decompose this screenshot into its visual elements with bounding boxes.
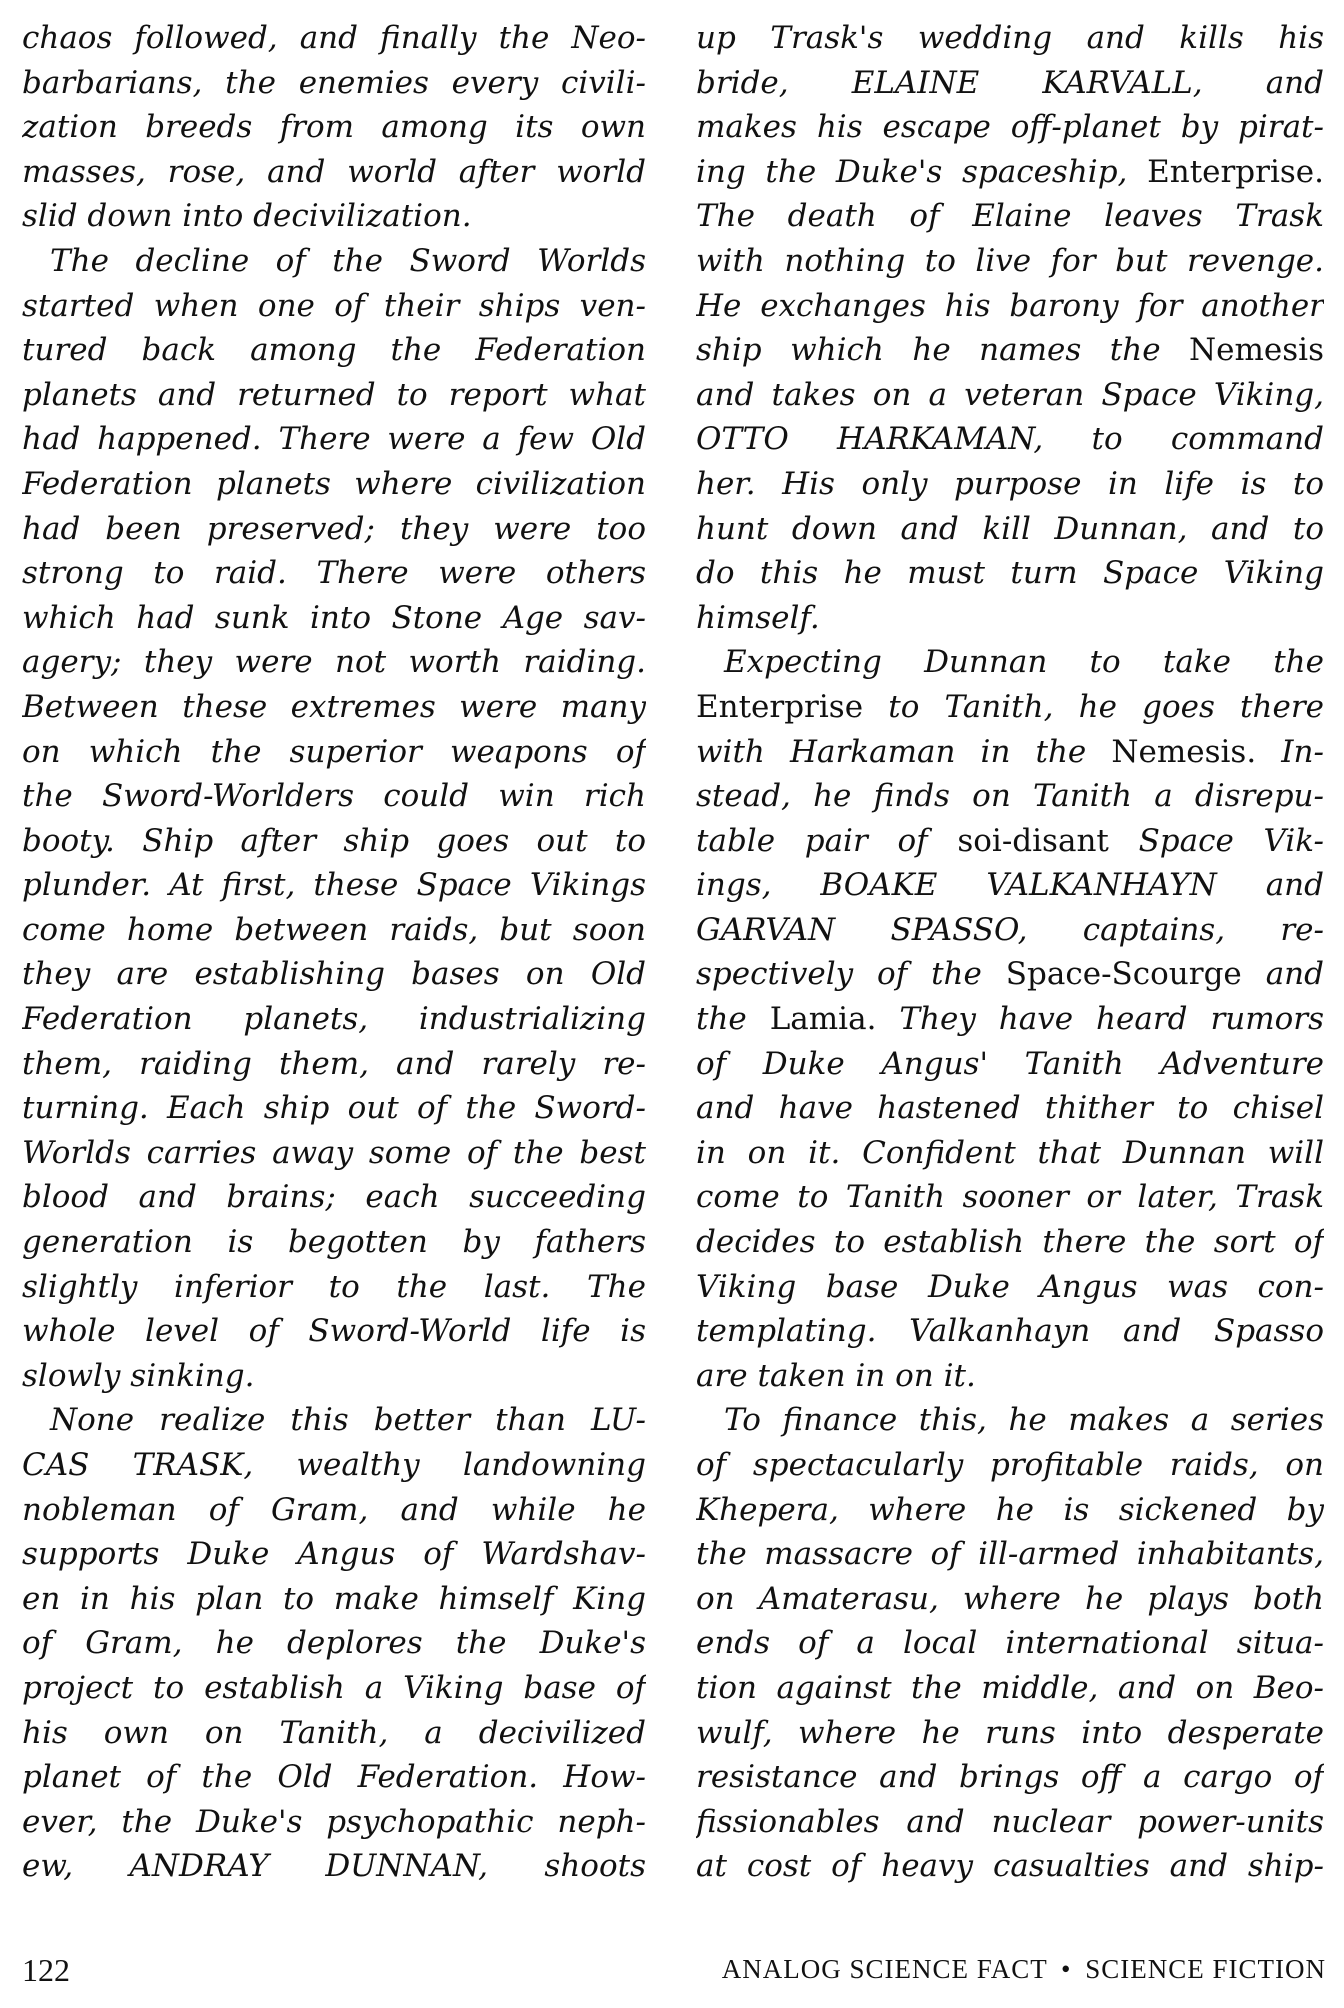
text-line: the Sword-Worlders could win rich (22, 778, 646, 815)
text-line: slid down into decivilization. (22, 198, 472, 235)
right-text-column (696, 16, 1324, 1889)
italic-text-segment: GARVAN SPASSO, captains, re- (696, 911, 1324, 948)
italic-text-segment: in on it. Confident that Dunnan will (696, 1134, 1324, 1171)
roman-text-segment: Nemesis. (1111, 733, 1257, 770)
text-line (696, 1666, 1324, 1711)
text-line: planets and returned to report what (22, 376, 646, 413)
text-line (696, 1532, 1324, 1577)
text-line: CAS TRASK, wealthy landowning (22, 1447, 646, 1483)
text-line (696, 1354, 1324, 1399)
italic-text-segment: her. His only purpose in life is to (696, 465, 1324, 502)
text-line: chaos followed, and finally the Neo- (22, 20, 646, 56)
italic-text-segment: ing the Duke's spaceship, (696, 153, 1148, 190)
text-line: whole level of Sword-World life is (22, 1313, 646, 1350)
text-line: generation is begotten by fathers (22, 1224, 646, 1261)
italic-text-segment: himself. (696, 599, 820, 636)
text-line (696, 373, 1324, 418)
text-line: masses, rose, and world after world (22, 153, 646, 190)
text-line (696, 1800, 1324, 1845)
italic-text-segment: hunt down and kill Dunnan, and to (696, 510, 1324, 547)
text-line: plunder. At first, these Space Vikings (22, 867, 646, 904)
text-line: nobleman of Gram, and while he (22, 1491, 646, 1528)
italic-text-segment: of Duke Angus' Tanith Adventure (696, 1045, 1324, 1082)
text-line (696, 730, 1324, 775)
text-line: supports Duke Angus of Wardshav- (22, 1536, 646, 1573)
text-line: started when one of their ships ven- (22, 287, 646, 324)
italic-text-segment: with nothing to live for but revenge. (696, 242, 1324, 279)
text-line: None realize this better than LU- (50, 1402, 646, 1439)
running-title-bullet: • (1061, 1954, 1072, 1984)
text-line (696, 16, 1324, 61)
page-footer (0, 1952, 1344, 1992)
text-line (696, 1131, 1324, 1176)
italic-text-segment: and takes on a veteran Space Viking, (696, 376, 1324, 413)
text-line: blood and brains; each succeeding (22, 1179, 646, 1216)
text-line (696, 105, 1324, 150)
italic-text-segment: He exchanges his barony for another (696, 287, 1324, 324)
text-line: ew, ANDRAY DUNNAN, shoots (22, 1848, 646, 1885)
italic-text-segment: at cost of heavy casualties and ship- (696, 1848, 1324, 1885)
text-line (696, 1309, 1324, 1354)
italic-text-segment: makes his escape off-planet by pirat- (696, 109, 1324, 146)
running-title (722, 1954, 1326, 1985)
italic-text-segment: do this he must turn Space Viking (696, 555, 1324, 592)
roman-text-segment: Enterprise. (1147, 153, 1324, 190)
italic-text-segment: ship which he names the (696, 332, 1190, 369)
text-line (696, 1844, 1324, 1889)
text-line (696, 239, 1324, 284)
text-line (696, 328, 1324, 373)
text-line (696, 1175, 1324, 1220)
text-line (696, 596, 1324, 641)
italic-text-segment: OTTO HARKAMAN, to command (696, 421, 1324, 458)
text-line: Worlds carries away some of the best (22, 1134, 646, 1171)
text-line: strong to raid. There were others (22, 555, 646, 592)
running-title-left: ANALOG SCIENCE FACT (721, 1954, 1048, 1984)
text-line (696, 1042, 1324, 1087)
roman-text-segment: soi-disant (957, 822, 1109, 859)
text-line: The decline of the Sword Worlds (50, 242, 646, 279)
text-line: they are establishing bases on Old (22, 956, 646, 993)
text-line (696, 150, 1324, 195)
text-line (696, 1621, 1324, 1666)
text-line: agery; they were not worth raiding. (22, 644, 646, 681)
text-line (696, 1220, 1324, 1265)
italic-text-segment: The death of Elaine leaves Trask (696, 198, 1324, 235)
text-line: tured back among the Federation (22, 332, 646, 369)
italic-text-segment: ings, BOAKE VALKANHAYN and (696, 867, 1324, 904)
text-line: of Gram, he deplores the Duke's (22, 1625, 646, 1662)
text-line (696, 1488, 1324, 1533)
text-line: zation breeds from among its own (22, 109, 646, 146)
text-line (696, 284, 1324, 329)
text-line (696, 640, 1324, 685)
italic-text-segment: on Amaterasu, where he plays both (696, 1580, 1324, 1617)
italic-text-segment: In- (1256, 733, 1324, 770)
italic-text-segment: the massacre of ill-armed inhabitants, (696, 1536, 1324, 1573)
italic-text-segment: table pair of (696, 822, 958, 859)
text-line (696, 417, 1324, 462)
text-line (696, 1755, 1324, 1800)
text-line (696, 1086, 1324, 1131)
text-line (696, 61, 1324, 106)
page-number: 122 (22, 1952, 70, 1988)
italic-text-segment: ends of a local international situa- (696, 1625, 1324, 1662)
text-line (696, 194, 1324, 239)
italic-text-segment: spectively of the (696, 956, 1006, 993)
italic-text-segment: fissionables and nuclear power-units (696, 1803, 1324, 1840)
text-line (696, 1443, 1324, 1488)
text-line: had happened. There were a few Old (22, 421, 646, 458)
italic-text-segment: wulf, where he runs into desperate (696, 1714, 1324, 1751)
text-line: which had sunk into Stone Age sav- (22, 599, 646, 636)
text-line: Federation planets, industrializing (22, 1001, 646, 1038)
italic-text-segment: are taken in on it. (696, 1357, 976, 1394)
text-line: slowly sinking. (22, 1357, 255, 1394)
italic-text-segment: To finance this, he makes a series (724, 1402, 1324, 1439)
text-line (696, 819, 1324, 864)
italic-text-segment: with Harkaman in the (696, 733, 1112, 770)
italic-text-segment: They have heard rumors (876, 1001, 1324, 1038)
text-line (696, 685, 1324, 730)
italic-text-segment: tion against the middle, and on Beo- (696, 1669, 1324, 1706)
text-line (696, 997, 1324, 1042)
text-line (696, 462, 1324, 507)
text-line (696, 1398, 1324, 1443)
left-text-column (22, 16, 646, 1889)
italic-text-segment: stead, he finds on Tanith a disrepu- (696, 778, 1324, 815)
text-line (696, 1711, 1324, 1756)
text-line: slightly inferior to the last. The (22, 1268, 646, 1305)
text-line (696, 863, 1324, 908)
text-line: barbarians, the enemies every civili- (22, 64, 646, 101)
italic-text-segment: the (696, 1001, 770, 1038)
italic-text-segment: resistance and brings off a cargo of (696, 1759, 1324, 1796)
text-line: them, raiding them, and rarely re- (22, 1045, 646, 1082)
italic-text-segment: up Trask's wedding and kills his (696, 20, 1324, 56)
text-line: project to establish a Viking base of (22, 1669, 646, 1706)
italic-text-segment: of spectacularly profitable raids, on (696, 1447, 1324, 1483)
italic-text-segment: to Tanith, he goes there (863, 688, 1324, 725)
text-line: had been preserved; they were too (22, 510, 646, 547)
italic-text-segment: and have hastened thither to chisel (696, 1090, 1324, 1127)
text-line: ever, the Duke's psychopathic neph- (22, 1803, 646, 1840)
text-line (696, 1265, 1324, 1310)
text-line: his own on Tanith, a decivilized (22, 1714, 646, 1751)
italic-text-segment: Expecting Dunnan to take the (724, 644, 1324, 681)
text-line (696, 774, 1324, 819)
text-line: come home between raids, but soon (22, 911, 646, 948)
italic-text-segment: Khepera, where he is sickened by (696, 1491, 1324, 1528)
roman-text-segment: Nemesis (1189, 332, 1324, 369)
text-line: booty. Ship after ship goes out to (22, 822, 646, 859)
roman-text-segment: Space-Scourge (1005, 956, 1242, 993)
italic-text-segment: Viking base Duke Angus was con- (696, 1268, 1324, 1305)
text-line (696, 908, 1324, 953)
text-line: Federation planets where civilization (22, 465, 646, 502)
italic-text-segment: and (1241, 956, 1324, 993)
text-line (696, 1577, 1324, 1622)
italic-text-segment: templating. Valkanhayn and Spasso (696, 1313, 1324, 1350)
italic-text-segment: Space Vik- (1108, 822, 1324, 859)
text-line: Between these extremes were many (22, 688, 646, 725)
text-line: planet of the Old Federation. How- (22, 1759, 646, 1796)
text-line: turning. Each ship out of the Sword- (22, 1090, 646, 1127)
italic-text-segment: decides to establish there the sort of (696, 1224, 1324, 1261)
italic-text-segment: bride, ELAINE KARVALL, and (696, 64, 1324, 101)
text-line (696, 952, 1324, 997)
running-title-right: SCIENCE FICTION (1085, 1954, 1326, 1984)
text-line: en in his plan to make himself King (22, 1580, 646, 1617)
roman-text-segment: Lamia. (769, 1001, 877, 1038)
text-line (696, 507, 1324, 552)
text-line (696, 551, 1324, 596)
italic-text-segment: come to Tanith sooner or later, Trask (696, 1179, 1324, 1216)
roman-text-segment: Enterprise (696, 688, 864, 725)
text-line: on which the superior weapons of (22, 733, 646, 770)
